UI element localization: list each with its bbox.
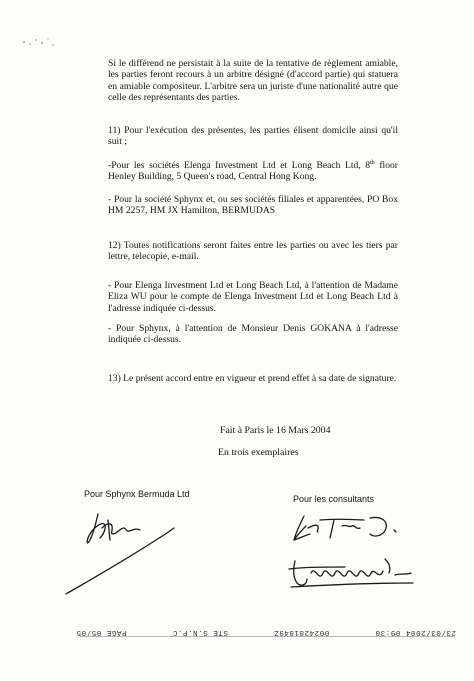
- paragraph-12-elenga-contact: [108, 280, 398, 314]
- paragraph-11-elenga-address: [108, 160, 398, 183]
- signed-place-date: Fait à Paris le 16 Mars 2004: [220, 425, 331, 436]
- paragraph-11b-text: - Pour la société Sphynx et, ou ses sociétés filiales et apparentées, PO Box HM 2257, HM JX Hamilton, BERMUDAS: [108, 194, 398, 217]
- signature-consultant-1: [290, 508, 400, 548]
- signature-sphynx: [60, 500, 180, 600]
- paragraph-11a-text: [108, 160, 398, 183]
- fax-header-rule: [80, 636, 455, 637]
- paragraph-11a-part1: -Pour les sociétés Elenga Investment Ltd et Long Beach Ltd, 8: [108, 160, 371, 171]
- fax-sender: STE S.N.P.C: [172, 628, 228, 636]
- paragraph-11a-superscript: th: [370, 159, 375, 166]
- paragraph-12-text: 12) Toutes notifications seront faites entre les parties ou avec les tiers par lettre, telecopie, e-mail.: [108, 240, 398, 263]
- paragraph-12-notifications: [108, 240, 398, 263]
- signatory-left-label: Pour Sphynx Bermuda Ltd: [84, 489, 190, 499]
- paragraph-11-domicile: [108, 125, 398, 148]
- paragraph-11-sphynx-address: [108, 194, 398, 217]
- signature-consultant-2: [285, 553, 420, 593]
- paragraph-12a-text: - Pour Elenga Investment Ltd et Long Beach Ltd, à l'attention de Madame Eliza WU pour le compte de Elenga Investment Ltd et Long Beach Ltd à l'adresse indiquée ci-dessus.: [108, 280, 398, 314]
- paragraph-12b-text: - Pour Sphynx, à l'attention de Monsieur Denis GOKANA à l'adresse indiquée ci-dessus.: [108, 323, 398, 346]
- signatory-right-label: Pour les consultants: [293, 494, 375, 504]
- fax-number: 0024281849Z: [273, 628, 330, 636]
- fax-page: PAGE 05/05: [76, 628, 127, 636]
- copies-note: En trois exemplaires: [218, 447, 299, 458]
- scan-speck-marks: [20, 30, 60, 50]
- paragraph-11-text: 11) Pour l'exécution des présentes, les parties élisent domicile ainsi qu'il suit ;: [108, 125, 398, 148]
- paragraph-13-effective-date: [108, 373, 398, 384]
- paragraph-13-text: 13) Le présent accord entre en vigueur et prend effet à sa date de signature.: [108, 373, 397, 384]
- paragraph-11a-part2: floor Henley Building, 5 Queen's road, Central Hong Kong.: [108, 160, 398, 183]
- paragraph-arbitration-text: Si le différend ne persistait à la suite de la tentative de règlement amiable, les parties feront recours à un arbitre désigné (d'accord partie) qui statuera en amiable compositeur. L'arbitre sera un juriste d'une nationalité autre que celle des représentants des parties.: [108, 58, 398, 104]
- fax-transmission-header: [76, 620, 456, 636]
- fax-datetime: 23/03/2004 09:30: [375, 628, 456, 636]
- paragraph-arbitration: [108, 58, 398, 104]
- paragraph-12-sphynx-contact: [108, 323, 398, 346]
